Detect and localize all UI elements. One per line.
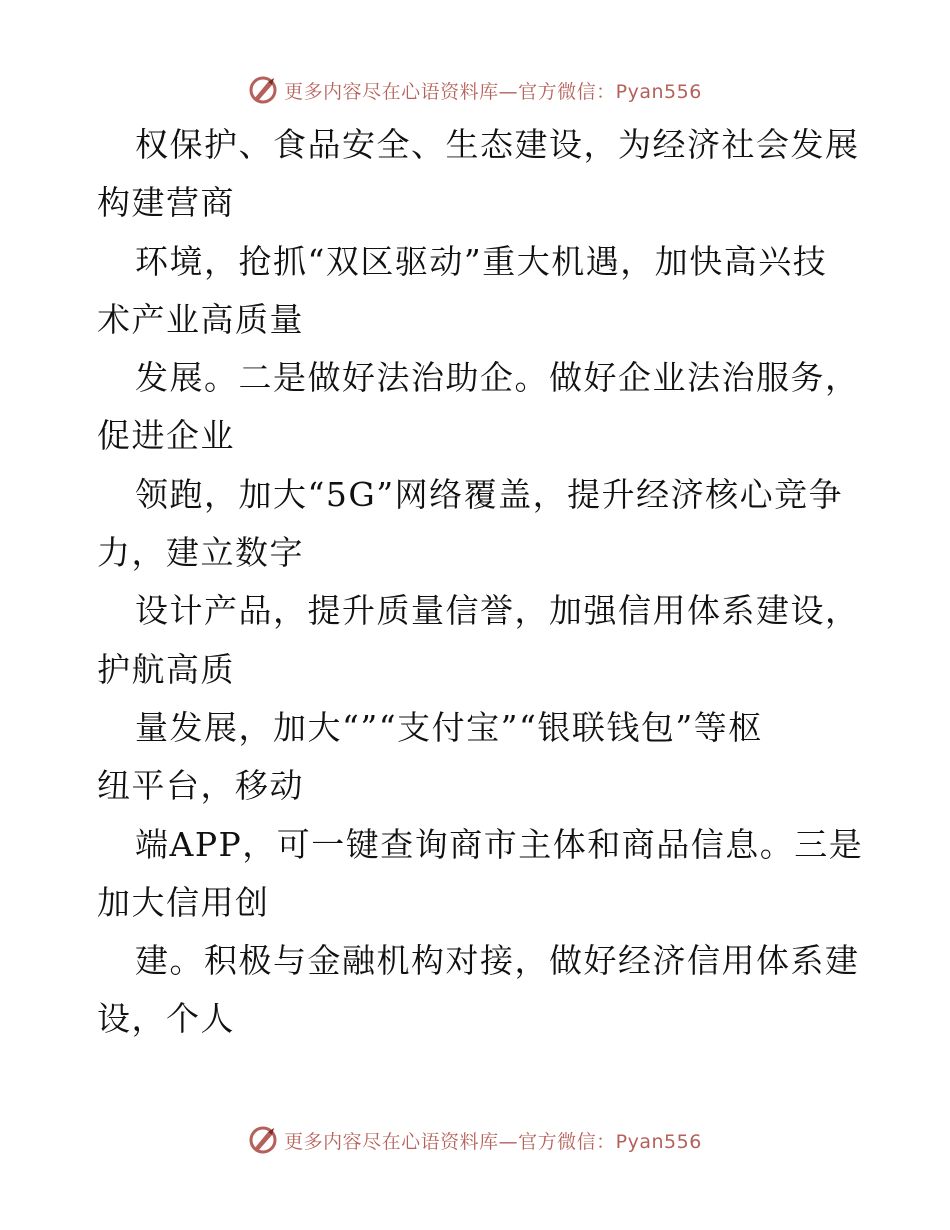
text-line: 纽平台，移动 [97,766,304,806]
text-line: 促进企业 [97,416,235,456]
text-line: 力，建立数字 [97,533,304,573]
text-line: 领跑，加大“5G”网络覆盖，提升经济核心竞争 [135,474,844,514]
footer-banner-text: 更多内容尽在心语资料库—官方微信：Pyan556 [284,1130,702,1153]
header-watermark-banner [0,70,950,110]
header-banner-text: 更多内容尽在心语资料库—官方微信：Pyan556 [284,80,702,103]
text-line: 量发展，加大“”“支付宝”“银联钱包”等枢 [135,707,763,747]
text-line: 加大信用创 [97,882,270,922]
text-line: 设，个人 [97,999,235,1039]
text-line: 端APP，可一键查询商市主体和商品信息。三是 [135,824,864,864]
text-line: 构建营商 [97,183,235,223]
pen-circle-logo-icon [248,1125,278,1155]
document-body [97,116,864,1049]
footer-watermark-banner [0,1120,950,1160]
text-line: 环境，抢抓“双区驱动”重大机遇，加快高兴技 [135,241,828,281]
text-line: 术产业高质量 [97,299,304,339]
pen-circle-logo-icon [248,75,278,105]
text-line: 权保护、食品安全、生态建设，为经济社会发展 [135,125,860,164]
text-line: 发展。二是做好法治助企。做好企业法治服务， [135,358,860,398]
text-line: 设计产品，提升质量信誉，加强信用体系建设， [135,591,860,631]
text-line: 护航高质 [97,649,235,689]
text-line: 建。积极与金融机构对接，做好经济信用体系建 [135,941,860,981]
